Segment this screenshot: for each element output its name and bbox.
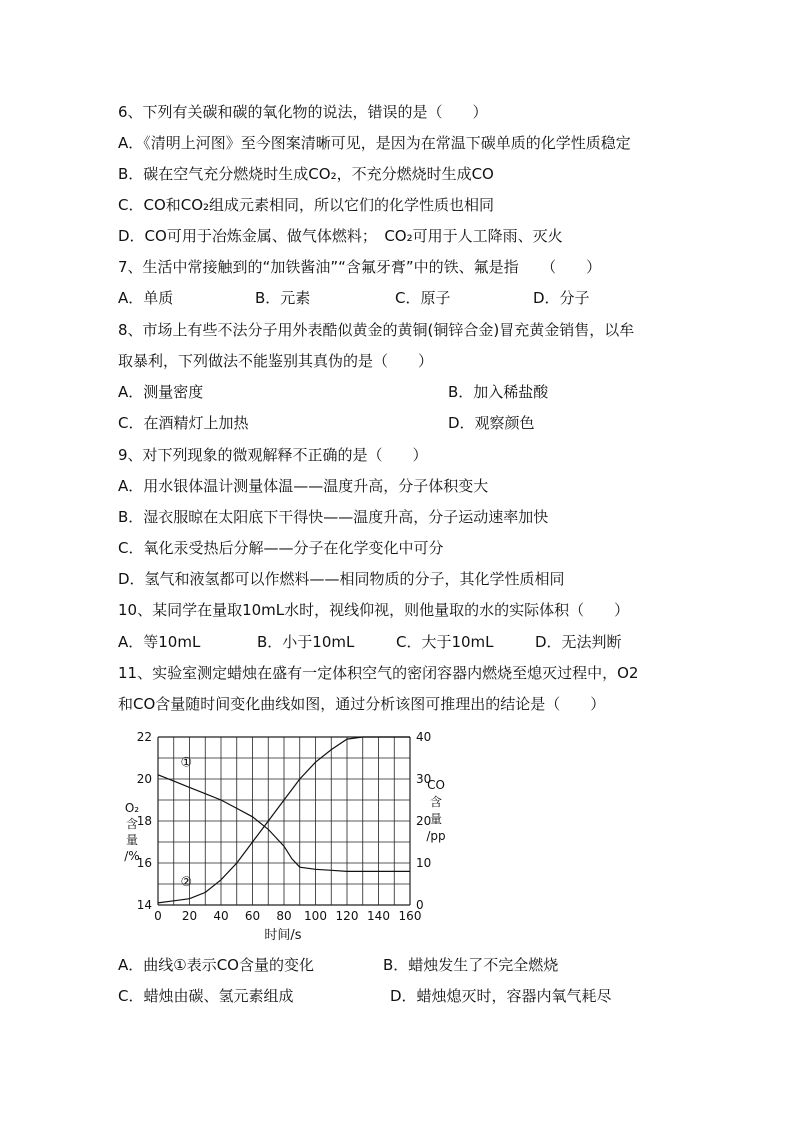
q9-option-d: D．氢气和液氢都可以作燃料——相同物质的分子，其化学性质相同 — [118, 570, 565, 588]
x-tick-label: 160 — [398, 909, 422, 923]
x-tick-label: 60 — [244, 909, 261, 923]
o2-co-content-chart — [118, 730, 446, 947]
q11-stem-line1: 11、实验室测定蜡烛在盛有一定体积空气的密闭容器内燃烧至熄灭过程中，O2 — [118, 664, 639, 682]
q8-stem-line2: 取暴利，下列做法不能鉴别其真伪的是（ ） — [118, 352, 434, 370]
q7-option-a: A．单质 — [118, 289, 174, 307]
q8-option-b: B．加入稀盐酸 — [448, 383, 549, 401]
q10-option-b: B．小于10mL — [257, 633, 355, 651]
x-axis-label: 时间/s — [264, 928, 302, 943]
q10-stem: 10、某同学在量取10mL水时，视线仰视，则他量取的水的实际体积（ ） — [118, 601, 630, 619]
q9-option-a: A．用水银体温计测量体温——温度升高，分子体积变大 — [118, 477, 489, 495]
q10-option-a: A．等10mL — [118, 633, 201, 651]
x-tick-label: 80 — [276, 909, 292, 923]
q9-stem: 9、对下列现象的微观解释不正确的是（ ） — [118, 446, 428, 464]
y-right-axis-label: 含 — [429, 795, 443, 809]
series-1-marker: ① — [180, 755, 193, 771]
q6-option-c: C．CO和CO₂组成元素相同，所以它们的化学性质也相同 — [118, 196, 495, 214]
q9-option-b: B．湿衣服晾在太阳底下干得快——温度升高，分子运动速率加快 — [118, 508, 549, 526]
q10-option-c: C．大于10mL — [396, 633, 494, 651]
q11-option-a: A．曲线①表示CO含量的变化 — [118, 956, 314, 974]
chart-svg — [118, 730, 446, 947]
y-left-axis-label: O₂ — [124, 801, 140, 815]
q11-option-b: B．蜡烛发生了不完全燃烧 — [383, 956, 559, 974]
x-tick-label: 20 — [181, 909, 198, 923]
q11-stem-line2: 和CO含量随时间变化曲线如图，通过分析该图可推理出的结论是（ ） — [118, 695, 606, 713]
x-tick-label: 140 — [367, 909, 390, 923]
q10-option-d: D．无法判断 — [535, 633, 622, 651]
chart-labels — [124, 730, 445, 943]
y-left-axis-label: 量 — [125, 833, 139, 847]
q7-option-d: D．分子 — [533, 289, 590, 307]
q8-stem-line1: 8、市场上有些不法分子用外表酷似黄金的黄铜(铜锌合金)冒充黄金销售，以牟 — [118, 321, 635, 339]
y-left-axis-label: /% — [124, 849, 140, 863]
y-right-axis-label: CO — [427, 778, 445, 792]
y-left-tick-label: 18 — [136, 814, 152, 828]
q6-option-b: B．碳在空气充分燃烧时生成CO₂，不充分燃烧时生成CO — [118, 165, 494, 183]
x-tick-label: 100 — [304, 909, 327, 923]
q8-option-d: D．观察颜色 — [448, 414, 535, 432]
y-left-tick-label: 16 — [136, 856, 152, 870]
y-right-axis-label: 量 — [429, 812, 443, 826]
q7-option-b: B．元素 — [255, 289, 311, 307]
y-left-axis-label: 含 — [125, 817, 139, 831]
x-tick-label: 120 — [335, 909, 359, 923]
chart-grid — [158, 737, 410, 905]
y-right-tick-label: 10 — [416, 856, 432, 870]
y-right-tick-label: 40 — [416, 730, 432, 744]
q9-option-c: C．氧化汞受热后分解——分子在化学变化中可分 — [118, 539, 444, 557]
q8-option-a: A．测量密度 — [118, 383, 204, 401]
q7-stem: 7、生活中常接触到的“加铁酱油”“含氟牙膏”中的铁、氟是指 （ ） — [118, 258, 602, 276]
q6-option-a: A．《清明上河图》至今图案清晰可见，是因为在常温下碳单质的化学性质稳定 — [118, 134, 631, 152]
y-right-tick-label: 20 — [416, 814, 432, 828]
y-right-axis-label: /pp — [426, 829, 446, 843]
y-right-tick-label: 30 — [416, 772, 432, 786]
x-tick-label: 0 — [154, 909, 162, 923]
q11-option-c: C．蜡烛由碳、氢元素组成 — [118, 987, 294, 1005]
series-2-marker: ② — [180, 875, 193, 891]
y-left-tick-label: 20 — [136, 772, 152, 786]
y-left-tick-label: 14 — [136, 898, 152, 912]
y-right-tick-label: 0 — [416, 898, 424, 912]
q6-stem: 6、下列有关碳和碳的氧化物的说法，错误的是（ ） — [118, 103, 488, 121]
x-tick-label: 40 — [213, 909, 229, 923]
q11-option-d: D．蜡烛熄灭时，容器内氧气耗尽 — [390, 987, 612, 1005]
q6-option-d: D．CO可用于冶炼金属、做气体燃料； CO₂可用于人工降雨、灭火 — [118, 227, 563, 245]
y-left-tick-label: 22 — [136, 730, 152, 744]
q7-option-c: C．原子 — [395, 289, 451, 307]
q8-option-c: C．在酒精灯上加热 — [118, 414, 249, 432]
